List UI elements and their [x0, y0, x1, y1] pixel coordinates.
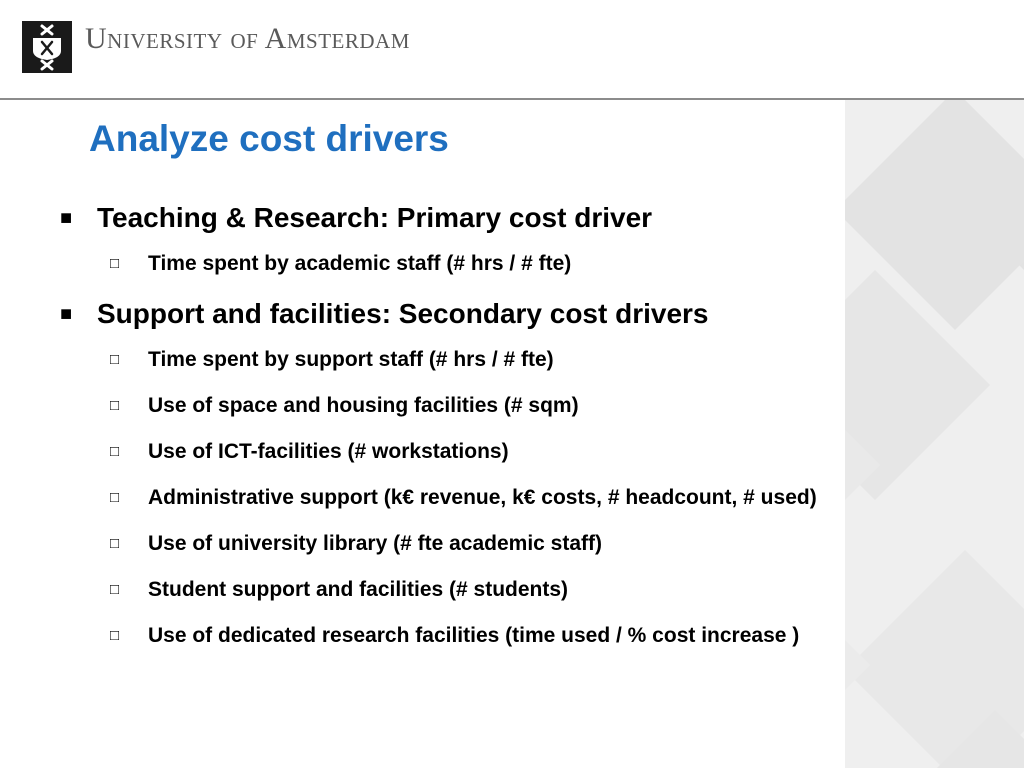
bullet-text: Teaching & Research: Primary cost driver — [97, 202, 653, 233]
bullet-text: Time spent by academic staff (# hrs / # fte) — [148, 252, 572, 275]
hollow-square-bullet: □ — [110, 397, 120, 414]
hollow-square-bullet: □ — [110, 255, 120, 272]
bullet-text: Use of dedicated research facilities (time used / % cost increase ) — [148, 624, 800, 647]
bullet-text: Administrative support (k€ revenue, k€ costs, # headcount, # used) — [148, 486, 817, 509]
bullet-text: Use of university library (# fte academic staff) — [148, 532, 602, 555]
bullet-text: Support and facilities: Secondary cost drivers — [97, 298, 709, 329]
filled-square-bullet: ■ — [60, 207, 73, 229]
filled-square-bullet: ■ — [60, 303, 73, 325]
hollow-square-bullet: □ — [110, 351, 120, 368]
hollow-square-bullet: □ — [110, 489, 120, 506]
bullet-text: Student support and facilities (# students) — [148, 578, 569, 601]
hollow-square-bullet: □ — [110, 581, 120, 598]
slide-title: Analyze cost drivers — [89, 118, 449, 159]
hollow-square-bullet: □ — [110, 443, 120, 460]
bullet-text: Use of ICT-facilities (# workstations) — [148, 440, 509, 463]
bullet-text: Use of space and housing facilities (# sqm) — [148, 394, 579, 417]
hollow-square-bullet: □ — [110, 535, 120, 552]
bullet-text: Time spent by support staff (# hrs / # fte) — [148, 348, 554, 371]
university-wordmark: University of Amsterdam — [85, 22, 410, 55]
hollow-square-bullet: □ — [110, 627, 120, 644]
